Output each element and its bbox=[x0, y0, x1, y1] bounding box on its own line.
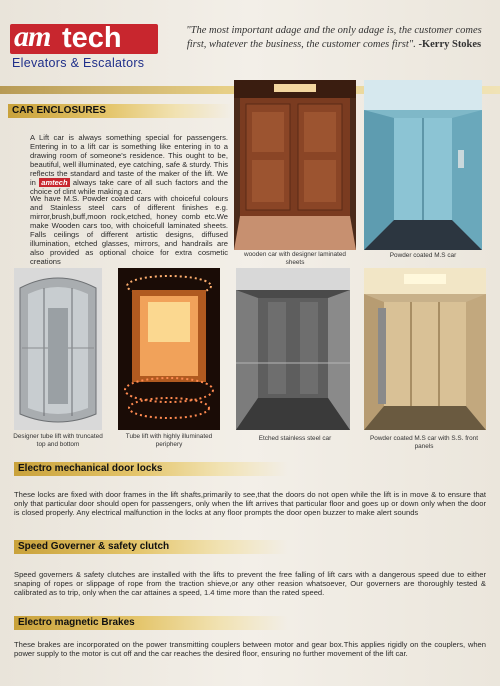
caption-ss-front-panels-car: Powder coated M.S car with S.S. front panels bbox=[370, 435, 478, 450]
logo-subtitle: Elevators & Escalators bbox=[12, 56, 145, 70]
quote-text: "The most important adage and the only adage is, the customer comes first, whatever the business, the customer comes first". bbox=[186, 25, 482, 50]
brakes-heading: Electro magnetic Brakes bbox=[14, 616, 288, 630]
brakes-text: These brakes are incorporated on the power transmitting couplers between motor and gear box.This applies rigidly on the couplers, when power supply to the motor is cut off and the car reaches the desired floor, ensuring no further movement of the lift car. bbox=[14, 640, 486, 658]
para1-end: always take care of all such factors and the choice of clint while making a car. bbox=[30, 178, 228, 196]
caption-etched-steel-car: Etched stainless steel car bbox=[258, 435, 332, 442]
quote-author: -Kerry Stokes bbox=[418, 39, 482, 50]
door-locks-heading: Electro mechanical door locks bbox=[14, 462, 288, 476]
caption-designer-tube-lift: Designer tube lift with truncated top and bottom bbox=[13, 433, 103, 448]
photo-ss-front-panels-car bbox=[364, 268, 486, 430]
photo-powder-coated-car bbox=[364, 80, 482, 250]
governer-text: Speed governers & safety clutches are installed with the lifts to prevent the free falling of lift cars with a dangerous speed due to either snaping of ropes or slippage of rope from the traction shieve,or any other reasion whatsoever, Our governers are thoroughly tested & calibrated as to trip, only when the car attaines a speed, 1.4 time more than the rated speed. bbox=[14, 570, 486, 597]
para1-start: A Lift car is always something special for passengers. Entering in to a lift car is something like entering in to a drawing room of someone's residence. This ought to be, beautiful, well illuminated, eye catching, safe & sturdy. This reflects the standard and taste of the maker of the lift. We in bbox=[30, 133, 228, 187]
photo-etched-steel-car bbox=[236, 268, 350, 430]
photo-designer-tube-lift bbox=[14, 268, 102, 430]
caption-powder-coated-car: Powder coated M.S car bbox=[389, 252, 457, 259]
door-locks-text: These locks are fixed with door frames in the lift shafts,primarily to see,that the doors do not open while the lift is in move & to ensure that only that particular door should open for passengers, only when the lift arrives that particular floor and goes up or down only when the door is closed properly. Any electrical malfunction in the locks at any floor prompts the door open buzzer to make alert sounds bbox=[14, 490, 486, 517]
car-enclosures-heading: CAR ENCLOSURES bbox=[8, 104, 232, 118]
logo-tech-text: tech bbox=[62, 22, 122, 54]
photo-wooden-car bbox=[234, 80, 356, 250]
car-enclosures-para1 bbox=[30, 133, 228, 196]
inline-amtech-logo: amtech bbox=[41, 178, 68, 187]
header-quote bbox=[178, 24, 490, 52]
photo-illuminated-tube-lift bbox=[118, 268, 220, 430]
caption-illuminated-tube-lift: Tube lift with highly illuminated periphery bbox=[125, 433, 213, 448]
logo-am-text: am bbox=[14, 20, 51, 53]
governer-heading: Speed Governer & safety clutch bbox=[14, 540, 288, 554]
caption-wooden-car: wooden car with designer laminated sheets bbox=[244, 251, 346, 266]
car-enclosures-para2: We have M.S. Powder coated cars with choiceful colours and Stainless steel cars of different finishes e.g. mirror,brush,buff,moon rock,etched, honey comb etc.We make Wooden cars too, with choicefull laminated sheets. Falls ceilings of different artistic designs, diffused illumination, etched glasses, mirrors, and handrails are also provided as optional choice for extra cosmetic creations bbox=[30, 194, 228, 266]
